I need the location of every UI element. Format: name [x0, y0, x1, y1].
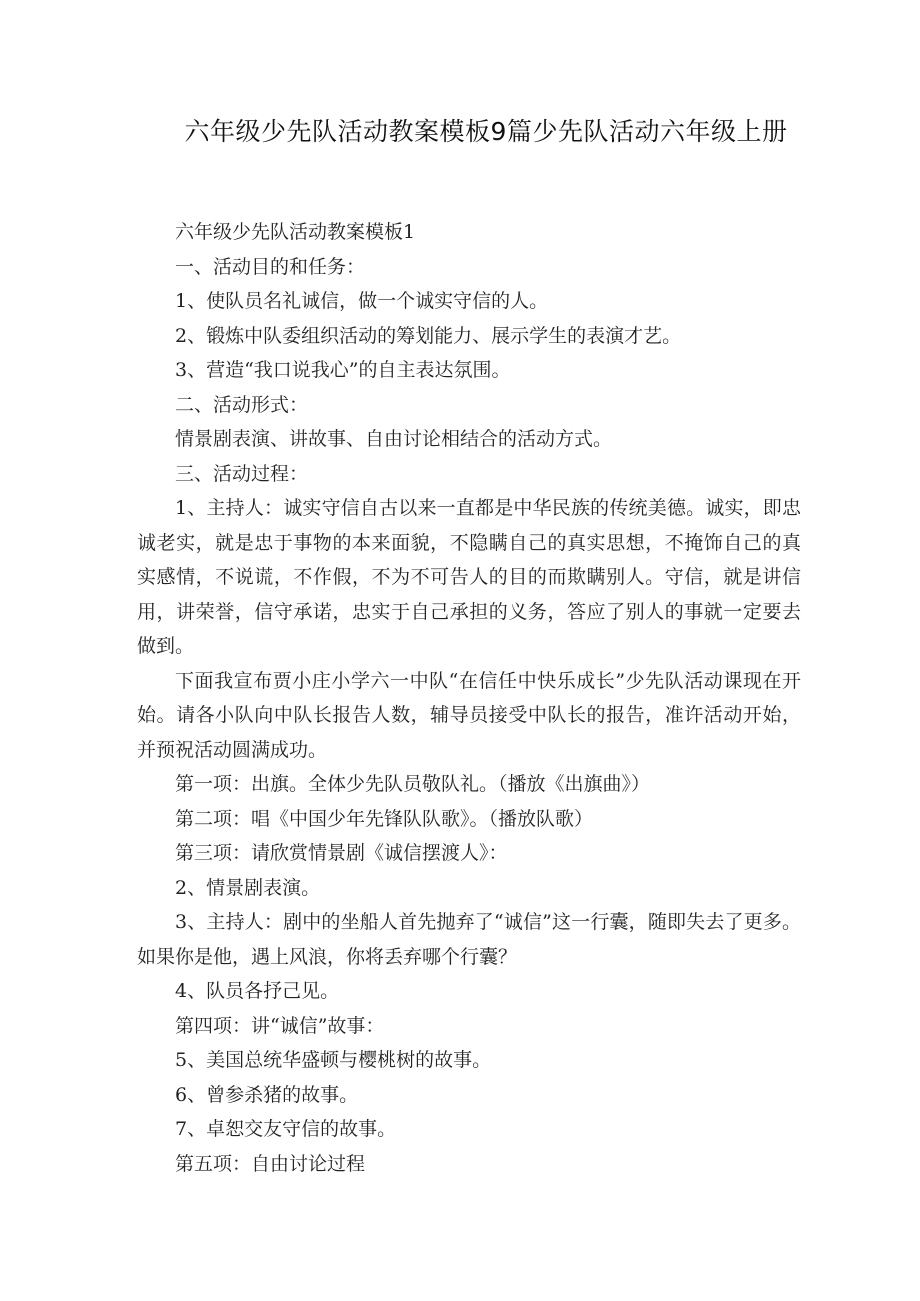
step-1-flag: 第一项：出旗。全体少先队员敬队礼。（播放《出旗曲》）	[175, 773, 651, 795]
host-intro-paragraph: 1、主持人：诚实守信自古以来一直都是中华民族的传统美德。诚实，即忠诚老实，就是忠于事物的本来面貌，不隐瞒自己的真实思想，不掩饰自己的真实感情，不说谎，不作假，不为不可告人的目的而欺瞒别人。守信，就是讲信用，讲荣誉，信守承诺，忠实于自己承担的义务，答应了别人的事就一定要去做到。	[137, 497, 801, 657]
step-5-discussion: 第五项：自由讨论过程	[175, 1152, 366, 1175]
goal-item-2: 2、锻炼中队委组织活动的筹划能力、展示学生的表演才艺。	[175, 324, 682, 347]
story-item-6: 6、曾参杀猪的故事。	[175, 1083, 359, 1106]
story-item-5: 5、美国总统华盛顿与樱桃树的故事。	[175, 1049, 492, 1071]
document-title: 六年级少先队活动教案模板9篇少先队活动六年级上册	[184, 117, 788, 146]
heading-activity-form: 二、活动形式：	[175, 393, 309, 416]
heading-activity-process: 三、活动过程：	[175, 462, 309, 485]
goal-item-1: 1、使队员名礼诚信，做一个诚实守信的人。	[175, 290, 549, 312]
heading-activity-goals: 一、活动目的和任务：	[175, 255, 366, 278]
story-item-7: 7、卓恕交友守信的故事。	[175, 1118, 397, 1140]
goal-item-3: 3、营造“我口说我心”的自主表达氛围。	[175, 359, 511, 381]
item-3-host-question: 3、主持人：剧中的坐船人首先抛弃了“诚信”这一行囊，随即失去了更多。如果你是他，遇上风浪，你将丢弃哪个行囊？	[137, 911, 801, 968]
announcement-paragraph: 下面我宣布贾小庄小学六一中队“在信任中快乐成长”少先队活动课现在开始。请各小队向中队长报告人数，辅导员接受中队长的报告，准许活动开始，并预祝活动圆满成功。	[137, 669, 801, 761]
activity-form-text: 情景剧表演、讲故事、自由讨论相结合的活动方式。	[175, 428, 613, 450]
item-4-opinions: 4、队员各抒己见。	[175, 980, 340, 1002]
step-4-stories: 第四项：讲“诚信”故事：	[175, 1014, 385, 1037]
document-body	[137, 215, 801, 1181]
step-2-anthem: 第二项：唱《中国少年先锋队队歌》。（播放队歌）	[175, 807, 594, 830]
step-3-drama: 第三项：请欣赏情景剧《诚信摆渡人》：	[175, 842, 508, 864]
item-2-drama-performance: 2、情景剧表演。	[175, 876, 321, 899]
section-heading-template-1: 六年级少先队活动教案模板1	[175, 221, 416, 243]
